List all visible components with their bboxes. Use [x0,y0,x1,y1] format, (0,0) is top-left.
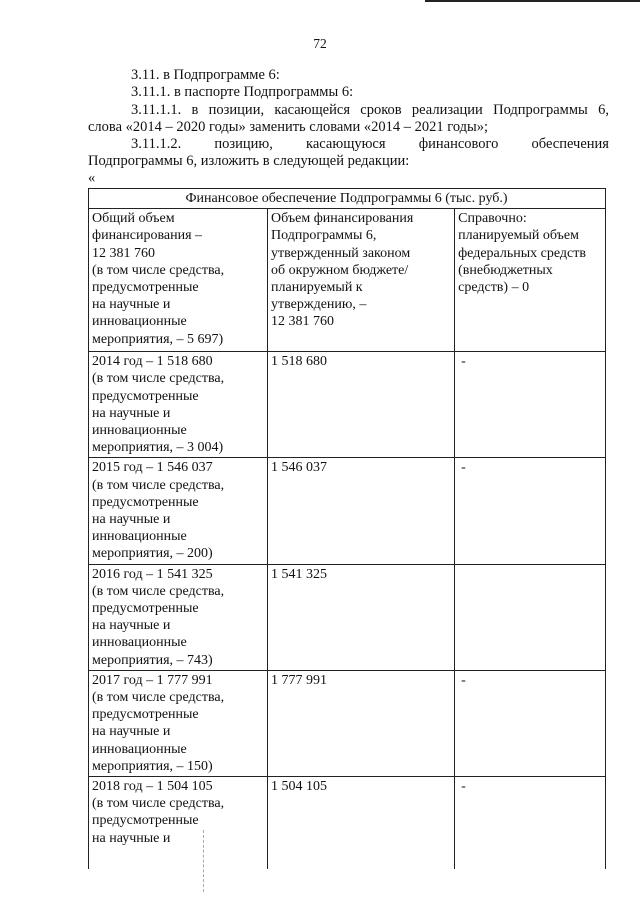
year-federal-cell: - [461,672,466,688]
word: 3.11.1.1. [131,102,182,118]
year-budget-cell: 1 504 105 [268,777,455,870]
year-total-cell: 2016 год – 1 541 325 (в том числе средства, предусмотренные на научные и инновационные мероприятия, – 743) [89,564,268,670]
year-budget-cell: 1 546 037 [268,458,455,564]
word: финансового [418,136,499,152]
paragraph-3-11-1-1-line1 [131,102,609,119]
word: касающейся [274,102,350,118]
word: в [191,102,199,118]
word: 3.11.1.2. [131,136,182,152]
word: сроков [360,102,402,118]
word: 6, [598,102,609,118]
year-federal-cell: - [461,460,466,476]
paragraph-3-11-1-2-line2: Подпрограммы 6, изложить в следующей редакции: [88,153,410,169]
year-budget-cell: 1 777 991 [268,670,455,776]
opening-quote: « [88,170,96,186]
word: касающуюся [306,136,386,152]
year-total-cell: 2017 год – 1 777 991 (в том числе средства, предусмотренные на научные и инновационные мероприятия, – 150) [89,670,268,776]
total-financing-cell: Общий объем финансирования – 12 381 760 (в том числе средства, предусмотренные на научные и инновационные мероприятия, – 5 697) [89,209,268,352]
word: Подпрограммы [493,102,588,118]
year-total-cell: 2018 год – 1 504 105 (в том числе средства, предусмотренные на научные и [89,777,268,870]
paragraph-3-11-1: 3.11.1. в паспорте Подпрограммы 6: [131,84,354,100]
year-total-cell: 2015 год – 1 546 037 (в том числе средства, предусмотренные на научные и инновационные мероприятия, – 200) [89,458,268,564]
table-row [89,352,606,458]
table-title-row [89,189,606,209]
paragraph-3-11: 3.11. в Подпрограмме 6: [131,67,280,83]
table-row [89,564,606,670]
reference-federal-cell: Справочно: планируемый объем федеральных средств (внебюджетных средств) – 0 [455,209,606,352]
year-budget-cell: 1 518 680 [268,352,455,458]
paragraph-3-11-1-1-line2: слова «2014 – 2020 годы» заменить словами «2014 – 2021 годы»; [88,119,489,135]
table-row [89,458,606,564]
year-budget-cell: 1 541 325 [268,564,455,670]
word: позиции, [208,102,265,118]
year-total-cell: 2014 год – 1 518 680 (в том числе средства, предусмотренные на научные и инновационные мероприятия, – 3 004) [89,352,268,458]
paragraph-3-11-1-2-line1 [131,136,609,153]
table-row [89,670,606,776]
word: обеспечения [531,136,609,152]
top-border-line [425,0,640,2]
table-row-total [89,209,606,352]
year-federal-cell: - [461,354,466,370]
page-number: 72 [313,36,327,51]
scan-artifact-line [203,830,205,892]
word: реализации [411,102,483,118]
word: позицию, [214,136,273,152]
table-row [89,777,606,870]
year-federal-cell: - [461,779,466,795]
budget-financing-cell: Объем финансирования Подпрограммы 6, утвержденный законом об окружном бюджете/ планируемый к утверждению, – 12 381 760 [268,209,455,352]
table-title: Финансовое обеспечение Подпрограммы 6 (тыс. руб.) [89,189,606,209]
financing-table [88,188,606,869]
